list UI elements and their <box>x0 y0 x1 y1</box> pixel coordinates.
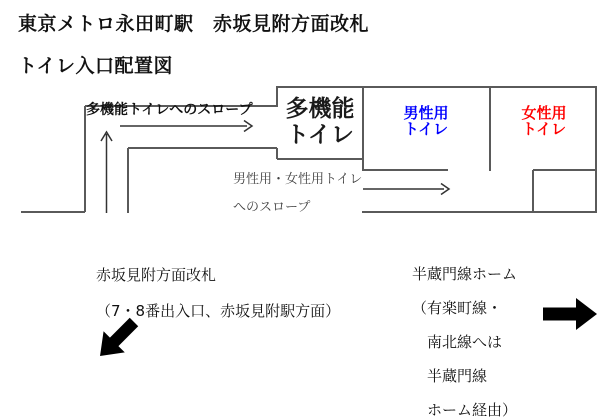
slope-to-mens-womens-label-line1: 男性用・女性用トイレ <box>233 172 363 187</box>
womens-toilet-label-line2: トイレ <box>521 120 567 138</box>
platform-label-line4: 半蔵門線 <box>412 367 488 385</box>
gate-label-line2: （7・8番出入口、赤坂見附駅方面） <box>96 302 341 320</box>
slope-to-mens-womens-label-line2: へのスロープ <box>233 200 311 215</box>
womens-toilet-label <box>492 105 596 137</box>
slope-to-mens-womens-label <box>233 173 362 215</box>
wall-corner-room <box>533 170 596 213</box>
platform-label-line1: 半蔵門線ホーム <box>412 265 518 283</box>
multifunction-toilet-label <box>277 96 363 148</box>
slope-to-multifunction-label: 多機能トイレへのスロープ <box>86 102 253 118</box>
hanzomon-platform-label <box>412 266 517 419</box>
platform-label-line2: （有楽町線・ <box>412 299 503 317</box>
wall-corridor-lower <box>128 148 277 159</box>
multifunction-toilet-label-line1: 多機能 <box>285 96 355 122</box>
womens-toilet-label-line1: 女性用 <box>521 104 567 122</box>
multi-slope-arrow-icon <box>120 121 252 132</box>
page-title-line2: トイレ入口配置図 <box>18 55 174 77</box>
mens-toilet-label <box>366 105 486 137</box>
platform-label-line3: 南北線へは <box>412 333 503 351</box>
mens-toilet-label-line1: 男性用 <box>403 104 449 122</box>
platform-direction-arrow-icon <box>543 298 597 330</box>
mw-slope-arrow-icon <box>363 184 449 195</box>
platform-label-line5: ホーム経由） <box>412 401 518 419</box>
slope-up-arrow-icon <box>101 132 112 213</box>
multifunction-toilet-label-line2: トイレ <box>286 122 354 148</box>
gate-label-line1: 赤坂見附方面改札 <box>96 266 217 284</box>
mens-toilet-label-line2: トイレ <box>403 120 449 138</box>
page-title-line1: 東京メトロ永田町駅 赤坂見附方面改札 <box>18 13 370 35</box>
akasaka-mitsuke-gate-label <box>96 266 340 320</box>
